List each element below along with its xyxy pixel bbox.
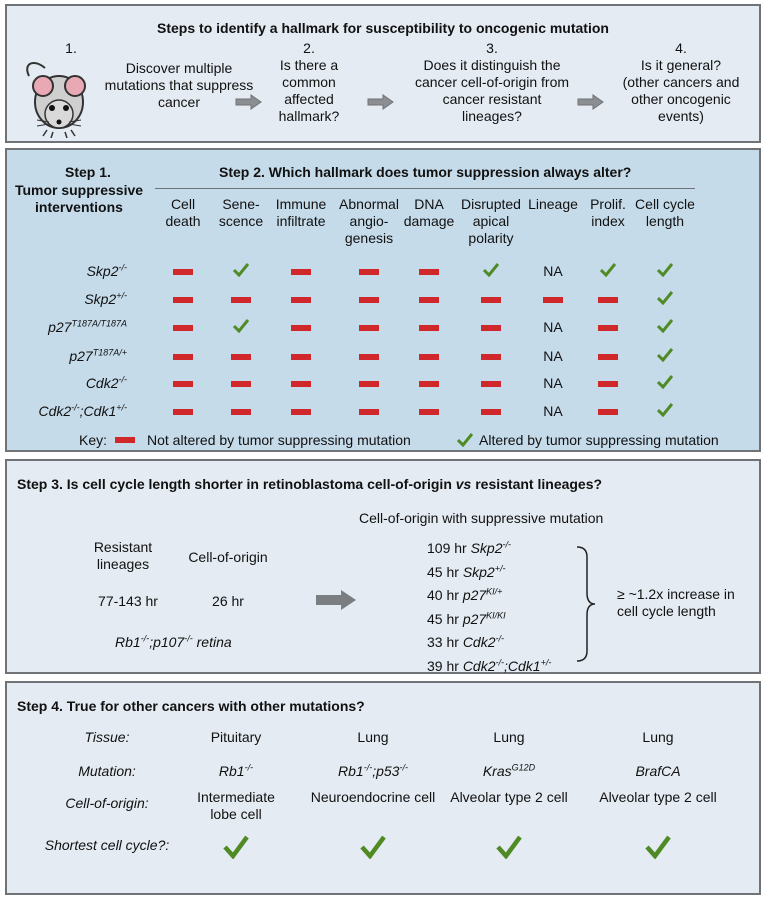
check-icon [657, 319, 673, 333]
tissue-value: Lung [357, 729, 389, 745]
not-altered-dash [543, 297, 563, 303]
not-altered-dash-icon [115, 437, 135, 443]
not-altered-dash [291, 409, 311, 415]
cell-of-origin-value: Alveolar type 2 cell [450, 789, 568, 805]
suppressive-header: Cell-of-origin with suppressive mutation [359, 510, 604, 526]
intervention-name: Cdk2-/-;Cdk1+/- [38, 402, 127, 419]
not-altered-dash [291, 325, 311, 331]
step4-row-label: Tissue: [84, 729, 130, 745]
check-icon [233, 319, 249, 333]
intervention-name: Skp2-/- [86, 262, 127, 279]
cell-of-origin-value: Neuroendocrine cell [310, 789, 436, 805]
not-altered-dash [598, 325, 618, 331]
not-altered-dash [419, 297, 439, 303]
not-applicable-label: NA [543, 319, 563, 335]
overview-title: Steps to identify a hallmark for susceptibility to oncogenic mutation [157, 20, 609, 36]
column-header: Sene- scence [218, 196, 264, 229]
resistant-lineages-header: Resistant lineages [93, 539, 153, 572]
check-icon [657, 403, 673, 417]
check-icon [233, 263, 249, 277]
intervention-name: $p27^{T187A/T187A}$ [48, 318, 127, 335]
step3-title: Step 3. Is cell cycle length shorter in retinoblastoma cell-of-origin vs resistant lineages? [17, 476, 603, 492]
not-altered-dash [231, 354, 251, 360]
not-altered-dash [598, 354, 618, 360]
check-icon [457, 433, 473, 447]
not-altered-dash [481, 354, 501, 360]
not-altered-dash [291, 297, 311, 303]
not-altered-dash [173, 269, 193, 275]
not-altered-dash [419, 269, 439, 275]
column-header: Abnormal angio- genesis [339, 196, 399, 246]
check-icon [223, 835, 249, 859]
mutation-value: BrafCA [635, 763, 681, 779]
key-altered: Altered by tumor suppressing mutation [479, 432, 719, 448]
check-icon [657, 291, 673, 305]
not-altered-dash [419, 381, 439, 387]
step1-label: Step 1. [65, 164, 111, 180]
column-header: DNA damage [403, 196, 455, 229]
column-header: Cell death [165, 196, 201, 229]
not-altered-dash [481, 381, 501, 387]
right-arrow-icon [367, 94, 395, 110]
cell-cycle-panel [5, 459, 761, 674]
step4-row-label: Mutation: [78, 763, 136, 779]
check-icon [657, 348, 673, 362]
overview-panel [5, 4, 761, 143]
right-arrow-icon [315, 589, 357, 611]
mutation-value: Kras$^{G12D}$ [482, 762, 536, 779]
not-altered-dash [419, 354, 439, 360]
not-altered-dash [231, 409, 251, 415]
not-altered-dash [598, 409, 618, 415]
right-arrow-icon [577, 94, 605, 110]
not-altered-dash [359, 325, 379, 331]
mouse-icon [19, 56, 91, 138]
cell-of-origin-value: Alveolar type 2 cell [599, 789, 717, 805]
suppressive-row: 39 hr Cdk2-/-;Cdk1+/- [427, 656, 552, 674]
not-applicable-label: NA [543, 348, 563, 364]
not-altered-dash [173, 325, 193, 331]
not-applicable-label: NA [543, 375, 563, 391]
not-altered-dash [359, 354, 379, 360]
not-altered-dash [231, 297, 251, 303]
check-icon [657, 263, 673, 277]
column-header: Disrupted apical polarity [461, 196, 521, 246]
step4-row-label: Shortest cell cycle?: [44, 837, 170, 853]
step-text-4: 4. Is it general? (other cancers and other oncogenic events) [622, 40, 740, 124]
suppressive-row: 45 hr $p27^{KI/KI}$ [427, 609, 506, 627]
suppressive-row: 109 hr Skp2-/- [427, 539, 512, 556]
suppressive-row: 40 hr $p27^{KI/+}$ [427, 586, 503, 603]
not-applicable-label: NA [543, 403, 563, 419]
step4-row-label: Cell-of-origin: [65, 795, 149, 811]
check-icon [600, 263, 616, 277]
column-header: Immune infiltrate [275, 196, 327, 229]
suppressive-row: 45 hr Skp2+/- [427, 562, 506, 580]
right-brace-icon [575, 545, 597, 663]
not-altered-dash [291, 269, 311, 275]
not-altered-dash [231, 381, 251, 387]
check-icon [496, 835, 522, 859]
not-altered-dash [173, 297, 193, 303]
check-icon [645, 835, 671, 859]
step1-subtitle: Tumor suppressive interventions [14, 182, 144, 215]
not-altered-dash [481, 325, 501, 331]
not-altered-dash [359, 269, 379, 275]
resistant-value: 77-143 hr [98, 593, 158, 609]
generalization-panel [5, 681, 761, 895]
hallmark-panel [5, 148, 761, 452]
step2-title: Step 2. Which hallmark does tumor suppression always alter? [219, 164, 632, 180]
tissue-value: Pituitary [210, 729, 262, 745]
not-altered-dash [419, 325, 439, 331]
check-icon [657, 375, 673, 389]
step-text-2: 2. Is there a common affected hallmark? [278, 40, 340, 124]
not-altered-dash [598, 297, 618, 303]
cell-of-origin-header: Cell-of-origin [188, 549, 268, 565]
increase-note: ≥ ~1.2x increase in cell cycle length [617, 586, 735, 619]
tissue-value: Lung [493, 729, 525, 745]
intervention-name: $p27^{T187A/+}$ [69, 347, 127, 364]
intervention-name: Cdk2-/- [85, 374, 127, 391]
not-altered-dash [598, 381, 618, 387]
cell-of-origin-value: Intermediate lobe cell [197, 789, 275, 822]
step4-title: Step 4. True for other cancers with other mutations? [17, 698, 365, 714]
not-altered-dash [291, 354, 311, 360]
not-altered-dash [359, 409, 379, 415]
column-header: Cell cycle length [635, 196, 695, 229]
column-header: Prolif. index [590, 196, 626, 229]
origin-value: 26 hr [212, 593, 244, 609]
mutation-value: Rb1-/- [218, 762, 254, 779]
not-altered-dash [173, 409, 193, 415]
key-not-altered: Not altered by tumor suppressing mutation [147, 432, 411, 448]
check-icon [483, 263, 499, 277]
suppressive-row: 33 hr Cdk2-/- [427, 633, 504, 650]
not-altered-dash [359, 381, 379, 387]
not-altered-dash [481, 409, 501, 415]
model-label: Rb1-/-;p107-/- retina [115, 633, 232, 650]
mutation-value: Rb1-/-;p53-/- [338, 762, 408, 779]
step-text-1: Discover multiple mutations that suppress cancer [104, 60, 254, 110]
not-applicable-label: NA [543, 263, 563, 279]
not-altered-dash [481, 297, 501, 303]
intervention-name: Skp2+/- [84, 290, 127, 307]
step-number-1: 1. [65, 40, 77, 56]
not-altered-dash [419, 409, 439, 415]
not-altered-dash [173, 354, 193, 360]
key-label: Key: [79, 432, 108, 448]
step-text-3: 3. Does it distinguish the cancer cell-of-origin from cancer resistant lineages? [414, 40, 570, 124]
check-icon [360, 835, 386, 859]
column-header: Lineage [528, 196, 578, 212]
not-altered-dash [359, 297, 379, 303]
tissue-value: Lung [642, 729, 674, 745]
not-altered-dash [173, 381, 193, 387]
not-altered-dash [291, 381, 311, 387]
right-arrow-icon [235, 94, 263, 110]
header-divider [155, 188, 695, 189]
